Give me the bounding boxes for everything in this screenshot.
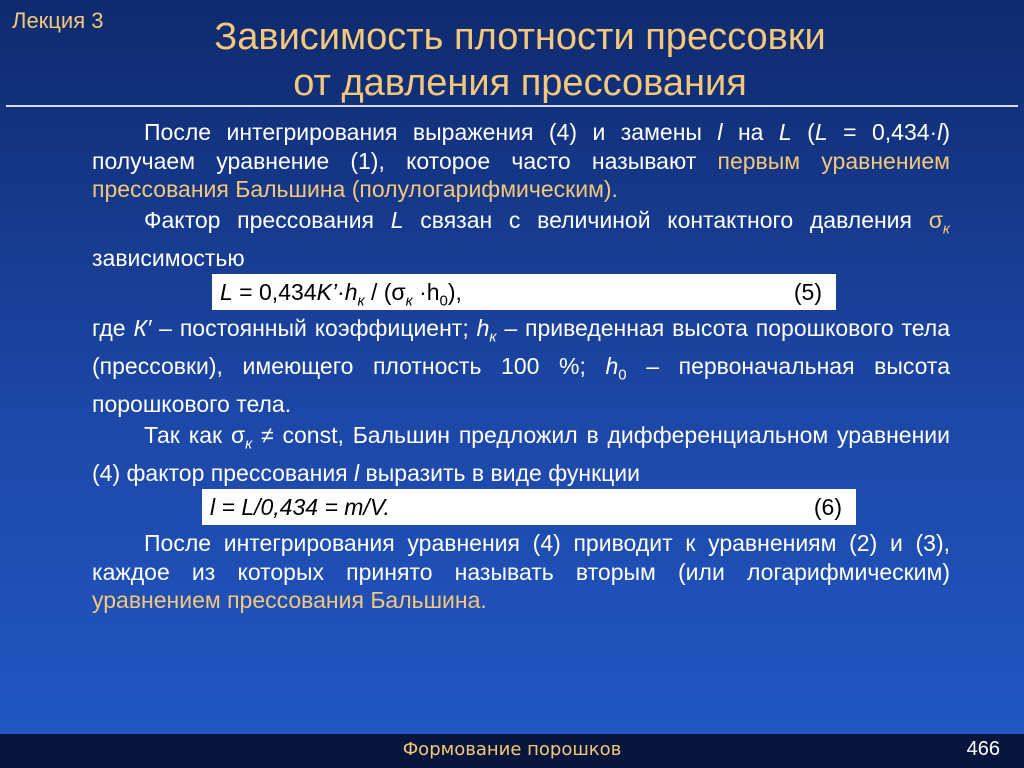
formula-text: ),	[447, 279, 462, 306]
formula-5	[212, 274, 836, 310]
symbol-l: l	[354, 459, 360, 486]
title-divider	[6, 105, 1018, 107]
paragraph-5	[92, 529, 950, 615]
paragraph-3	[92, 314, 950, 419]
symbol-h: h	[605, 353, 619, 380]
text: Так как σ	[144, 421, 246, 448]
formula-number: (5)	[793, 279, 822, 306]
slide-title-line-1: Зависимость плотности прессовки	[214, 16, 826, 58]
symbol-sigma: σ	[928, 206, 943, 233]
subscript-0: 0	[439, 292, 448, 310]
slide-title-line-2: от давления прессования	[293, 62, 747, 104]
text: связан с величиной контактного давления	[403, 206, 929, 233]
text: После интегрирования уравнения (4) приводит к уравнениям (2) и (3), каждое из которых принято называть вторым (или логарифмическим)	[92, 530, 950, 585]
text: – постоянный коэффициент;	[151, 315, 477, 342]
highlighted-term: уравнением прессования Бальшина.	[92, 587, 487, 614]
subscript-k: к	[405, 292, 413, 310]
text: где	[92, 315, 134, 342]
text: на	[722, 119, 779, 145]
text: выразить в виде функции	[359, 459, 640, 486]
formula-text: ·h	[412, 279, 440, 306]
subscript-k: к	[357, 292, 365, 310]
slide-title	[120, 14, 920, 106]
symbol-h: h	[476, 315, 490, 342]
text: ≠ const, Бальшин предложил в дифференциальном уравнении (4) фактор прессования	[92, 421, 950, 486]
subscript-k: к	[942, 220, 950, 238]
text: (	[791, 119, 815, 145]
paragraph-2	[92, 206, 950, 273]
slide-body	[92, 118, 950, 615]
footer-bar	[0, 734, 1024, 768]
formula-text: l = L/0,434 = m/V.	[210, 494, 390, 521]
formula-number: (6)	[813, 494, 842, 521]
symbol-L: L	[778, 119, 792, 145]
text: – первоначальная высота порошкового тела.	[92, 353, 951, 418]
paragraph-1	[92, 118, 950, 204]
text: После интегрирования выражения (4) и замены	[144, 119, 718, 145]
symbol-K: К′	[133, 315, 152, 342]
text: – приведенная высота порошкового тела (прессовки), имеющего плотность 100 %;	[92, 315, 950, 380]
symbol-L: L	[814, 119, 828, 145]
footer-title: Формование порошков	[402, 739, 622, 760]
formula-symbol: K’·h	[316, 279, 358, 306]
page-number: 466	[966, 738, 1000, 760]
formula-text: = 0,434	[232, 279, 317, 306]
subscript-0: 0	[618, 366, 627, 384]
text: = 0,434·	[827, 119, 938, 145]
highlighted-term: первым уравнением прессования Бальшина (полулогарифмическим).	[92, 147, 950, 202]
symbol-l: l	[937, 119, 943, 145]
text: зависимостью	[92, 244, 245, 271]
text: ) получаем уравнение (1), которое часто называют	[92, 119, 950, 174]
formula-text: / (σ	[364, 279, 406, 306]
subscript-k: к	[245, 435, 253, 453]
symbol-L: L	[390, 206, 404, 233]
subscript-k: к	[489, 328, 497, 346]
formula-symbol: L	[220, 279, 233, 306]
lecture-label: Лекция 3	[12, 8, 104, 33]
formula-6	[202, 489, 856, 525]
text: Фактор прессования	[144, 206, 391, 233]
symbol-l: l	[717, 119, 723, 145]
paragraph-4	[92, 421, 950, 488]
